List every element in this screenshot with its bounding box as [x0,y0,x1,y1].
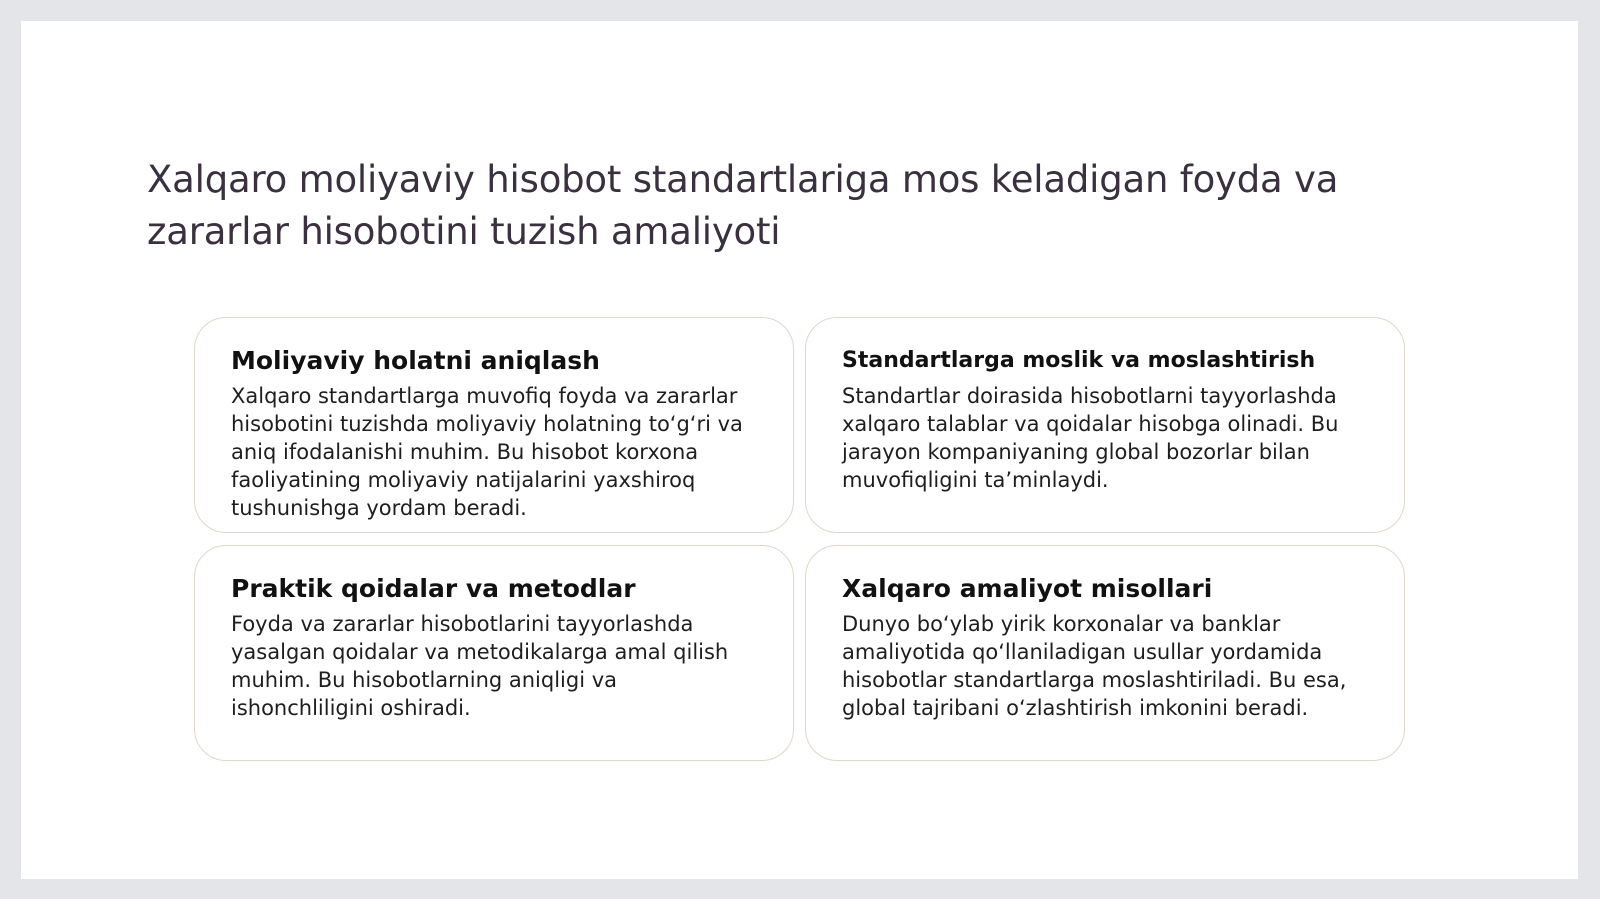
card-international-examples [805,545,1405,761]
card-practical-rules [194,545,794,761]
card-title: Xalqaro amaliyot misollari [842,574,1213,603]
card-title: Moliyaviy holatni aniqlash [231,346,600,375]
card-title: Standartlarga moslik va moslashtirish [842,348,1316,373]
card-body: Foyda va zararlar hisobotlarini tayyorlashda yasalgan qoidalar va metodikalarga amal qilish muhim. Bu hisobotlarning aniqligi va ishonchliligini oshiradi. [231,612,729,720]
card-title: Praktik qoidalar va metodlar [231,574,636,603]
slide-title: Xalqaro moliyaviy hisobot standartlariga mos keladigan foyda va zararlar hisobotini tuzish amaliyoti [147,158,1339,253]
card-standards-compliance [805,317,1405,533]
card-body: Standartlar doirasida hisobotlarni tayyorlashda xalqaro talablar va qoidalar hisobga olinadi. Bu jarayon kompaniyaning global bozorlar bilan muvofiqligini ta’minlaydi. [842,384,1339,492]
card-financial-position [194,317,794,533]
slide [21,21,1578,879]
card-body: Dunyo bo‘ylab yirik korxonalar va banklar amaliyotida qo‘llaniladigan usullar yordamida hisobotlar standartlarga moslashtiriladi. Bu esa, global tajribani o‘zlashtirish imkonini beradi. [842,612,1347,720]
card-body: Xalqaro standartlarga muvofiq foyda va zararlar hisobotini tuzishda moliyaviy holatning to‘g‘ri va aniq ifodalanishi muhim. Bu hisobot korxona faoliyatining moliyaviy natijalarini yaxshiroq tushunishga yordam beradi. [231,384,743,520]
